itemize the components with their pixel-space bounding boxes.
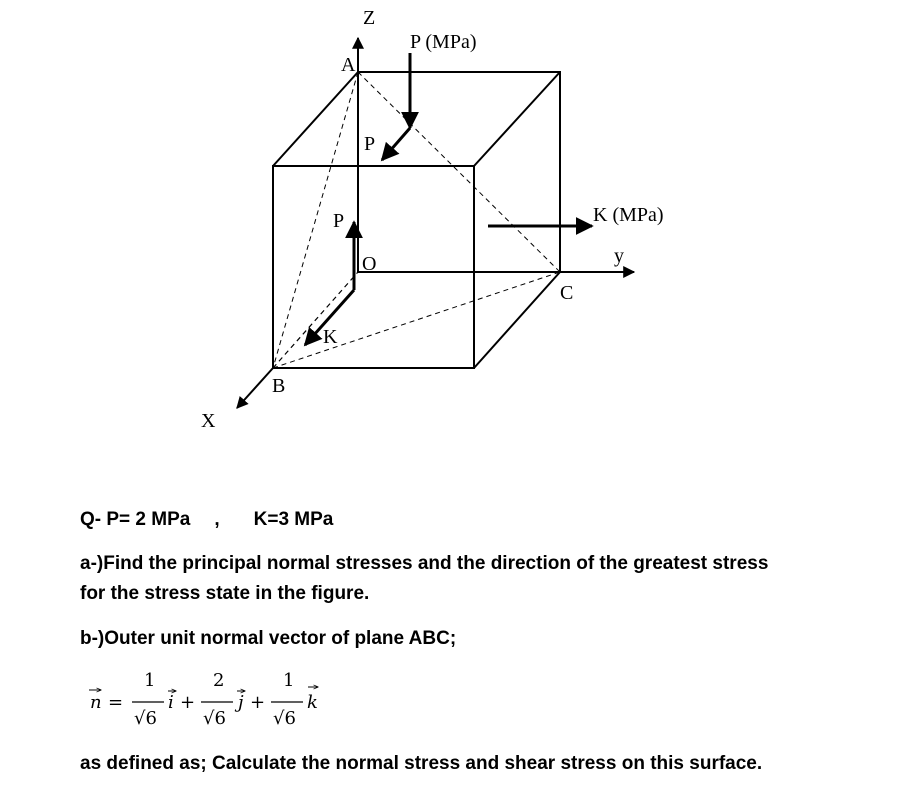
unit-normal-equation (88, 664, 348, 734)
closing-instruction: as defined as; Calculate the normal stress and shear stress on this surface. (80, 753, 763, 774)
plane-abc (273, 72, 560, 368)
part-b: b-)Outer unit normal vector of plane ABC; (80, 628, 457, 649)
z-axis-label: Z (363, 7, 376, 29)
p-top-label: P (MPa) (410, 31, 477, 53)
x-axis (237, 368, 273, 408)
p-label-2: P (333, 210, 345, 232)
cube-edge-bottom-right (474, 272, 560, 368)
j-unit-vector: j (238, 692, 244, 713)
point-c-label: C (560, 282, 574, 304)
cube-edge-top-left (273, 72, 358, 166)
cube-edge-top-right (474, 72, 560, 166)
k-top-label: K (MPa) (593, 204, 664, 226)
part-a-line-2: for the stress state in the figure. (80, 583, 370, 604)
i-unit-vector: i (168, 692, 174, 713)
term2-denominator: √6 (203, 708, 226, 729)
plus-sign-2: + (250, 692, 266, 713)
given-values (80, 509, 333, 531)
point-a-label: A (341, 54, 356, 76)
part-a-line-1: a-)Find the principal normal stresses and the direction of the greatest stress (80, 553, 769, 574)
term3-denominator: √6 (273, 708, 296, 729)
load-arrows (305, 53, 592, 345)
cube-hidden-edge (273, 272, 358, 368)
n-vector-symbol: n (90, 692, 102, 713)
point-o-label: O (362, 253, 377, 275)
cube (273, 72, 560, 368)
equals-sign: = (108, 692, 124, 713)
plus-sign-1: + (180, 692, 196, 713)
term1-denominator: √6 (134, 708, 157, 729)
x-axis-label: X (201, 410, 216, 432)
term2-numerator: 2 (213, 670, 225, 691)
given-k: K=3 MPa (253, 509, 334, 530)
k-label-1: K (323, 326, 338, 348)
p-diagonal-arrow (382, 128, 410, 160)
cube-back-face (358, 72, 560, 272)
plane-abc-edge-ab (273, 72, 358, 368)
plane-abc-edge-ac (358, 72, 560, 272)
axes (237, 38, 634, 408)
point-b-label: B (272, 375, 286, 397)
p-label-1: P (364, 133, 376, 155)
k-unit-vector: k (307, 692, 318, 713)
term1-numerator: 1 (144, 670, 156, 691)
given-p: Q- P= 2 MPa (80, 509, 191, 530)
term3-numerator: 1 (283, 670, 295, 691)
given-separator: , (214, 509, 220, 530)
y-axis-label: y (614, 245, 624, 267)
